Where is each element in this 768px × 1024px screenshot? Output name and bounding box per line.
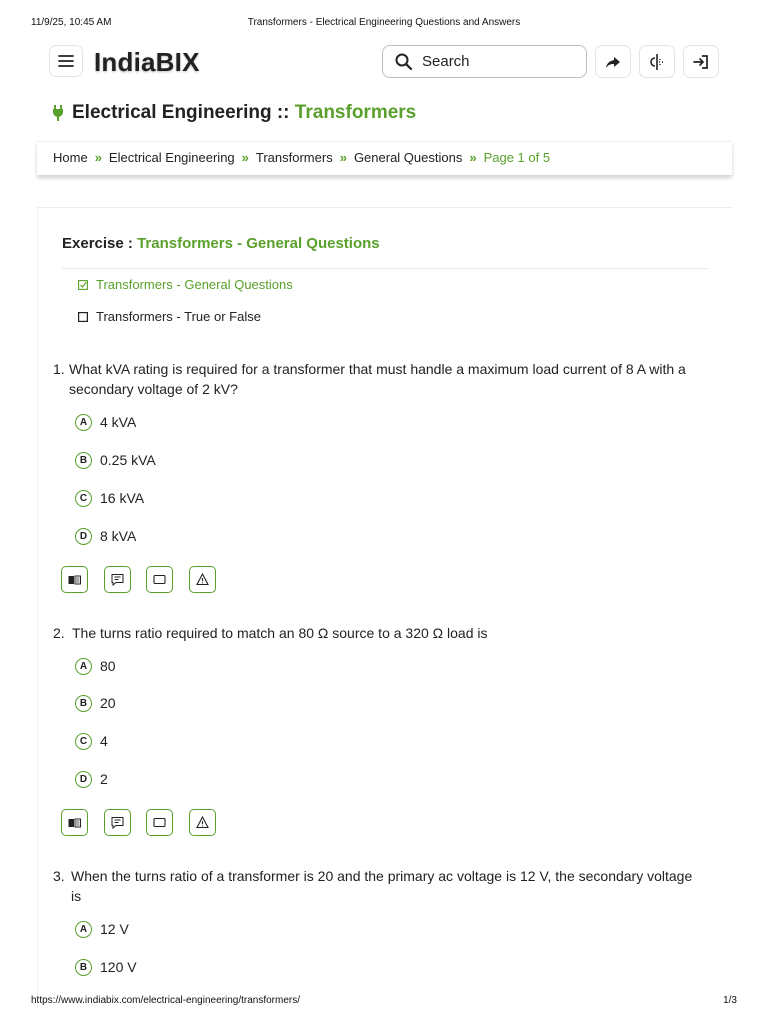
warning-icon [196,816,209,829]
option-text: 4 [100,733,108,749]
question-text: When the turns ratio of a transformer is 20 and the primary ac voltage is 12 V, the secondary voltage is [71,868,693,904]
question-3 [53,866,703,906]
print-datetime: 11/9/25, 10:45 AM [31,17,112,28]
warning-icon [196,573,209,586]
checked-box-icon [78,280,88,290]
option-b[interactable] [75,450,156,470]
breadcrumb-item-general-questions[interactable]: General Questions [353,150,463,165]
view-answer-button[interactable] [61,809,88,836]
option-letter: B [75,452,92,469]
breadcrumb-separator: » [94,150,102,165]
option-letter: B [75,695,92,712]
print-url: https://www.indiabix.com/electrical-engineering/transformers/ [31,995,300,1006]
question-2 [53,623,703,643]
question-text: The turns ratio required to match an 80 Ω source to a 320 Ω load is [72,625,488,641]
plug-icon [51,104,65,122]
workspace-button[interactable] [146,566,173,593]
comment-icon [111,816,124,829]
discuss-button[interactable] [104,809,131,836]
option-letter: D [75,528,92,545]
share-icon [604,53,622,71]
option-c[interactable] [75,731,108,751]
share-button[interactable] [595,45,631,78]
breadcrumb-separator: » [241,150,249,165]
option-text: 8 kVA [100,528,137,544]
question-text: What kVA rating is required for a transformer that must handle a maximum load current of 8 A with a secondary voltage of 2 kV? [69,361,686,397]
question-number: 1. [53,361,65,377]
login-icon [692,53,710,71]
option-letter: C [75,490,92,507]
login-button[interactable] [683,45,719,78]
option-letter: C [75,733,92,750]
breadcrumb-item-electrical-engineering[interactable]: Electrical Engineering [108,150,235,165]
discuss-button[interactable] [104,566,131,593]
option-d[interactable] [75,526,136,546]
option-text: 0.25 kVA [100,452,156,468]
breadcrumb-item-home[interactable]: Home [53,150,88,165]
view-answer-button[interactable] [61,566,88,593]
exercise-name: Transformers - General Questions [137,235,380,252]
breadcrumb-separator: » [339,150,347,165]
comment-icon [111,573,124,586]
breadcrumb-item-transformers[interactable]: Transformers [255,150,333,165]
search-button[interactable] [382,45,587,78]
breadcrumb-item-current-page: Page 1 of 5 [483,150,551,165]
workspace-icon [153,573,166,586]
category-name: Electrical Engineering [72,102,272,123]
category-separator: :: [276,102,290,123]
book-icon [68,573,81,586]
option-text: 12 V [100,921,129,937]
option-a[interactable] [75,412,136,432]
question-number: 3. [53,868,65,884]
subexercise-general-questions[interactable] [78,277,293,292]
menu-icon [57,52,75,70]
book-icon [68,816,81,829]
exercise-label: Exercise : [62,235,133,252]
checkbox-icon [78,312,88,322]
theme-toggle-icon [648,53,666,71]
top-navbar [49,44,720,80]
option-letter: A [75,658,92,675]
menu-button[interactable] [49,45,83,77]
breadcrumb-bar [37,141,732,175]
divider [62,268,708,269]
subexercise-label: Transformers - True or False [96,309,261,324]
option-a[interactable] [75,919,129,939]
option-text: 120 V [100,959,137,975]
exercise-title [62,235,380,252]
question-1 [53,359,703,399]
option-letter: A [75,414,92,431]
report-button[interactable] [189,809,216,836]
option-letter: D [75,771,92,788]
option-text: 20 [100,695,116,711]
option-b[interactable] [75,693,116,713]
option-text: 16 kVA [100,490,145,506]
report-button[interactable] [189,566,216,593]
site-logo[interactable]: IndiaBIX [94,47,200,77]
page-title [51,102,416,124]
subexercise-label: Transformers - General Questions [96,277,293,292]
workspace-button[interactable] [146,809,173,836]
option-text: 80 [100,658,116,674]
breadcrumb [53,150,550,165]
option-d[interactable] [75,769,108,789]
option-letter: A [75,921,92,938]
option-a[interactable] [75,656,116,676]
option-text: 4 kVA [100,414,137,430]
workspace-icon [153,816,166,829]
option-text: 2 [100,771,108,787]
option-letter: B [75,959,92,976]
option-c[interactable] [75,488,144,508]
print-document-title: Transformers - Electrical Engineering Questions and Answers [247,17,521,28]
question-number: 2. [53,625,65,641]
theme-toggle-button[interactable] [639,45,675,78]
search-icon [394,52,414,72]
option-b[interactable] [75,957,137,977]
topic-name: Transformers [294,102,417,123]
search-label: Search [422,53,470,70]
print-page-number: 1/3 [723,995,737,1006]
subexercise-true-or-false[interactable] [78,309,261,324]
breadcrumb-separator: » [469,150,477,165]
